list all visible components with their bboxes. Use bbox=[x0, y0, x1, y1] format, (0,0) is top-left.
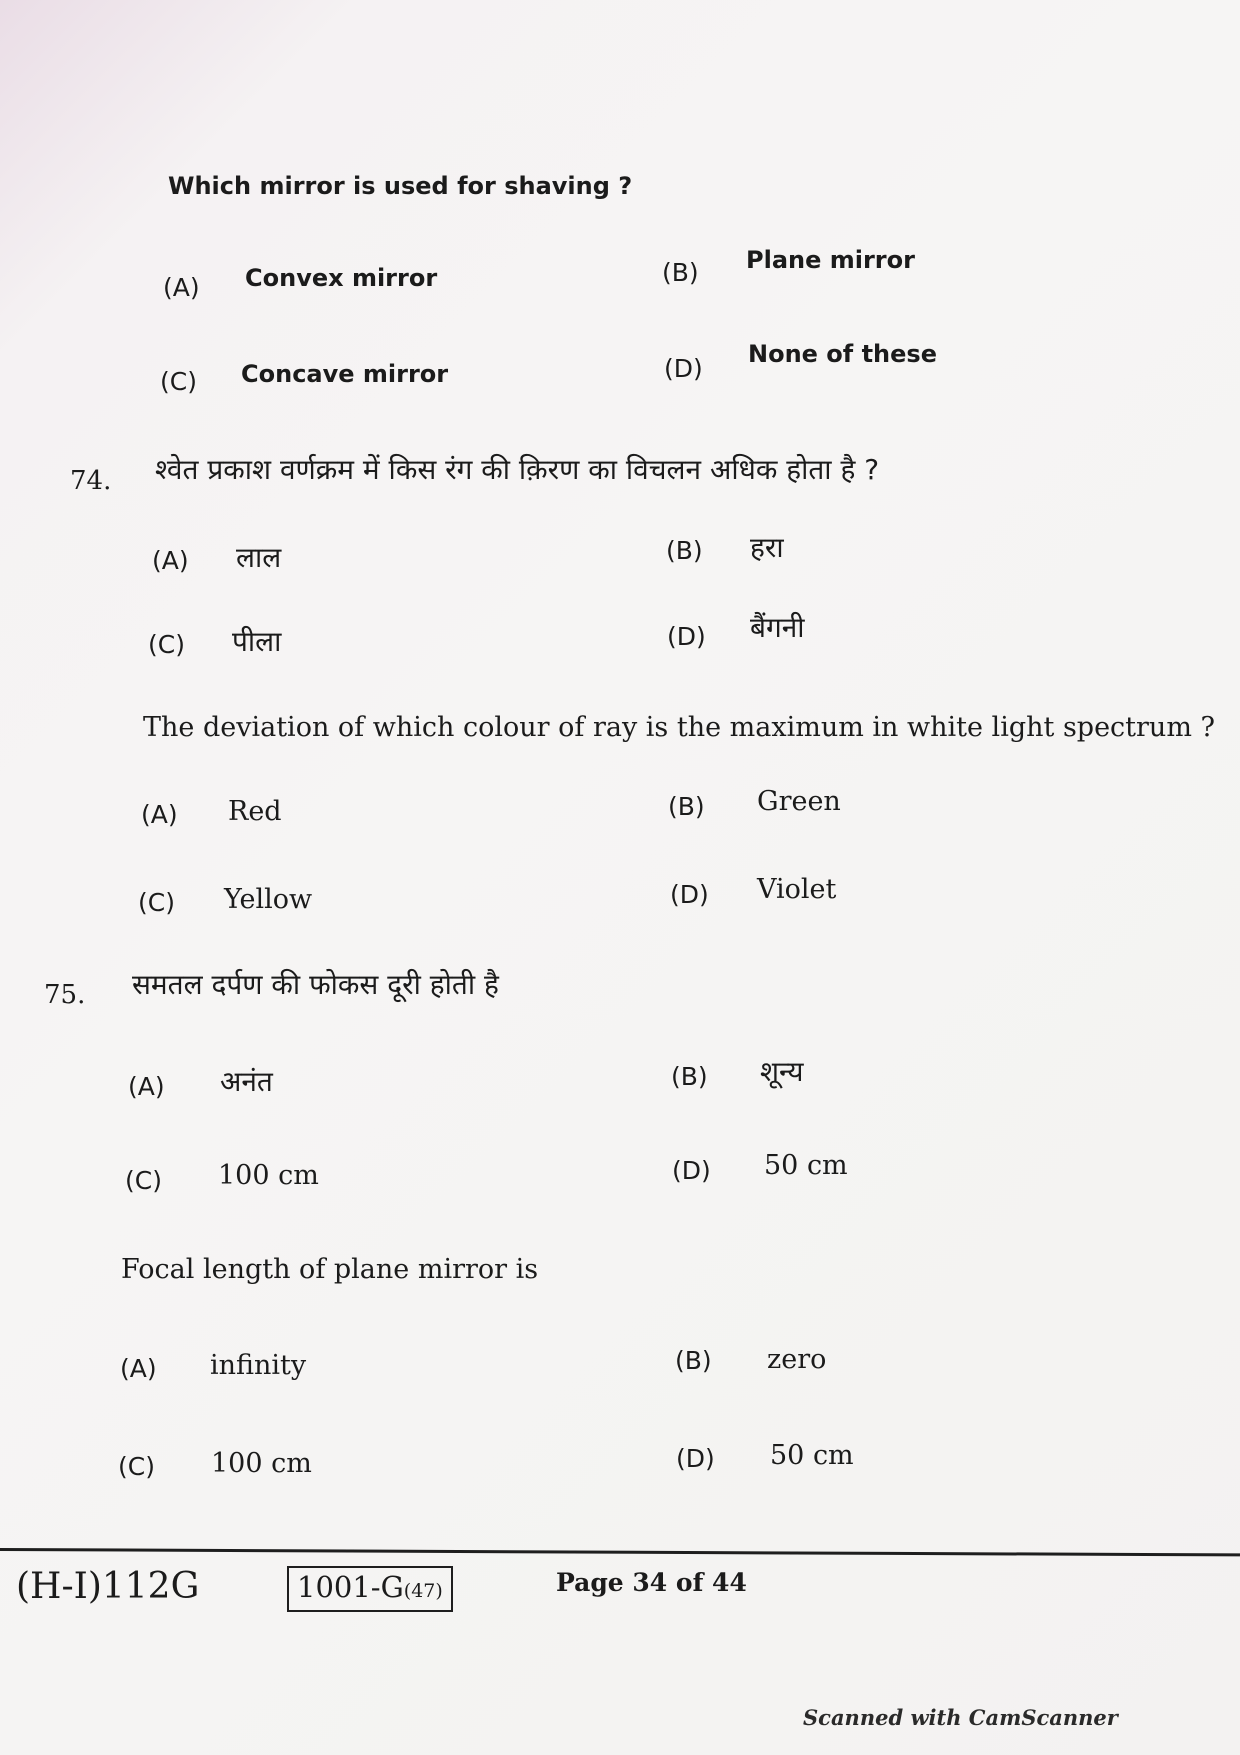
scanner-watermark: Scanned with CamScanner bbox=[803, 1705, 1118, 1730]
option-label-d: (D) bbox=[664, 354, 703, 383]
option-d: Violet bbox=[757, 874, 837, 905]
option-a: Red bbox=[228, 796, 282, 827]
question-74-english: The deviation of which colour of ray is the maximum in white light spectrum ? bbox=[143, 712, 1215, 743]
option-label-b: (B) bbox=[666, 536, 703, 565]
option-c-hindi: पीला bbox=[232, 625, 282, 658]
option-c: 100 cm bbox=[218, 1160, 319, 1191]
series-suffix: (47) bbox=[403, 1580, 443, 1602]
question-74-hindi: श्वेत प्रकाश वर्णक्रम में किस रंग की क़िरण का विचलन अधिक होता है ? bbox=[155, 453, 880, 486]
option-label-a: (A) bbox=[163, 273, 200, 302]
question-75-english: Focal length of plane mirror is bbox=[121, 1254, 539, 1285]
option-label-c: (C) bbox=[160, 367, 197, 396]
option-c: Concave mirror bbox=[241, 360, 449, 388]
option-d: 50 cm bbox=[764, 1150, 848, 1181]
option-a: Convex mirror bbox=[245, 264, 438, 292]
option-label-c: (C) bbox=[138, 888, 175, 917]
option-label-b: (B) bbox=[675, 1346, 712, 1375]
question-73-english: Which mirror is used for shaving ? bbox=[168, 172, 633, 200]
option-label-b: (B) bbox=[668, 792, 705, 821]
option-a: infinity bbox=[210, 1350, 307, 1381]
option-b: Green bbox=[757, 786, 841, 817]
option-label-c: (C) bbox=[118, 1452, 155, 1481]
option-label-a: (A) bbox=[141, 800, 178, 829]
option-label-d: (D) bbox=[667, 622, 706, 651]
option-label-b: (B) bbox=[671, 1062, 708, 1091]
option-d: None of these bbox=[748, 340, 937, 368]
option-c: 100 cm bbox=[211, 1448, 312, 1479]
option-label-b: (B) bbox=[662, 258, 699, 287]
page-number: Page 34 of 44 bbox=[556, 1568, 747, 1597]
series-code-box bbox=[287, 1566, 453, 1612]
option-label-a: (A) bbox=[128, 1072, 165, 1101]
option-a-hindi: अनंत bbox=[220, 1065, 273, 1098]
option-label-c: (C) bbox=[125, 1166, 162, 1195]
option-label-a: (A) bbox=[152, 546, 189, 575]
question-number-75: 75. bbox=[44, 980, 86, 1010]
option-b: Plane mirror bbox=[746, 246, 915, 274]
option-d: 50 cm bbox=[770, 1440, 854, 1471]
footer-rule bbox=[0, 1548, 1240, 1556]
question-75-hindi: समतल दर्पण की फोकस दूरी होती है bbox=[132, 968, 499, 1001]
option-c: Yellow bbox=[224, 884, 313, 915]
option-label-d: (D) bbox=[672, 1156, 711, 1185]
option-b: zero bbox=[767, 1344, 827, 1375]
series-code: 1001-G bbox=[297, 1570, 404, 1604]
option-b-hindi: हरा bbox=[750, 531, 784, 564]
option-label-d: (D) bbox=[670, 880, 709, 909]
option-label-a: (A) bbox=[120, 1354, 157, 1383]
option-d-hindi: बैंगनी bbox=[750, 611, 805, 644]
paper-code: (H-I)112G bbox=[16, 1566, 200, 1607]
option-b-hindi: शून्य bbox=[760, 1055, 804, 1088]
question-number-74: 74. bbox=[70, 466, 112, 496]
option-label-c: (C) bbox=[148, 630, 185, 659]
option-a-hindi: लाल bbox=[236, 541, 282, 574]
option-label-d: (D) bbox=[676, 1444, 715, 1473]
